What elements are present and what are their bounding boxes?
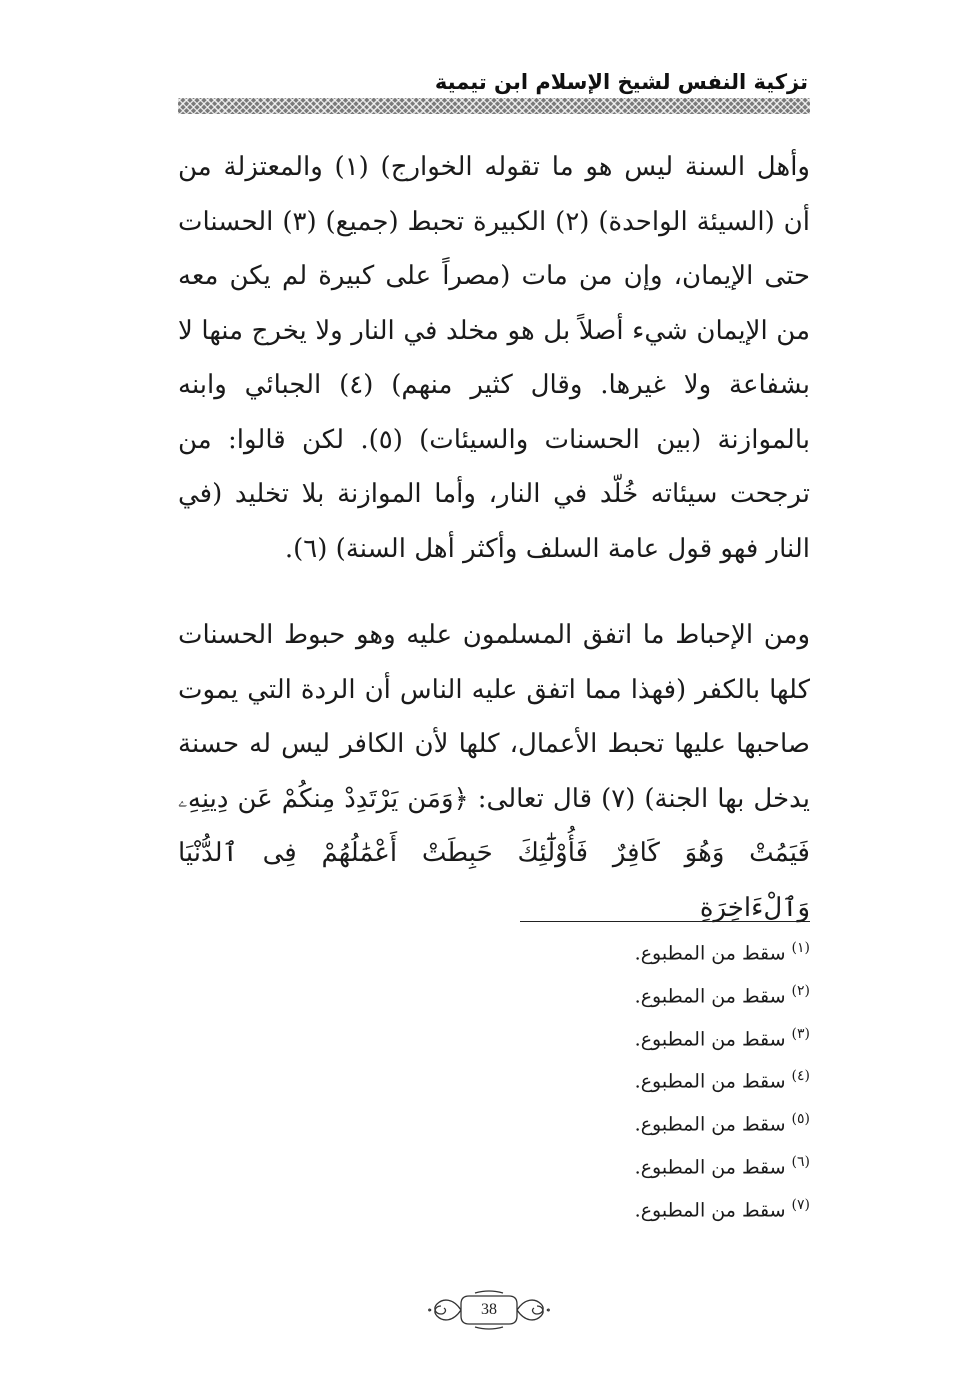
footnote-item	[410, 1144, 810, 1187]
footnote-number: (٦)	[791, 1154, 810, 1171]
running-title: تزكية النفس لشيخ الإسلام ابن تيمية	[434, 70, 808, 94]
footnote-text: سقط من المطبوع.	[634, 1156, 786, 1179]
decorative-header-band	[178, 98, 810, 114]
footnotes-list	[410, 930, 810, 1230]
footnote-number: (١)	[791, 940, 810, 956]
footnote-item	[410, 1016, 810, 1059]
footnote-number: (٤)	[791, 1068, 810, 1085]
footnote-item	[410, 973, 810, 1016]
footnote-number: (٥)	[791, 1111, 810, 1128]
footnote-text: سقط من المطبوع.	[634, 985, 786, 1008]
footnote-text: سقط من المطبوع.	[634, 942, 786, 965]
footnote-item	[410, 1101, 810, 1144]
body-paragraph-2: ومن الإحباط ما اتفق المسلمون عليه وهو حبوط الحسنات كلها بالكفر (فهذا مما اتفق عليه الناس أن الردة التي يموت صاحبها عليها تحبط الأعمال، كلها لأن الكافر ليس له حسنة يدخل بها الجنة) (٧) قال تعالى: ﴿وَمَن يَرْتَدِدْ مِنكُمْ عَن دِينِهِۦ فَيَمُتْ وَهُوَ كَافِرٌ فَأُوْلَٰٓئِكَ حَبِطَتْ أَعْمَٰلُهُمْ فِى ٱلدُّنْيَا وَٱلْءَاخِرَةِ	[178, 620, 810, 923]
footnote-number: (٣)	[791, 1025, 810, 1042]
footnote-item	[410, 1058, 810, 1101]
footnote-item	[410, 930, 810, 973]
footnote-number: (٧)	[791, 1196, 810, 1213]
footnote-number: (٢)	[791, 982, 810, 999]
footnote-text: سقط من المطبوع.	[634, 1113, 786, 1136]
footnote-separator	[520, 921, 810, 922]
footnote-item	[410, 1187, 810, 1230]
body-paragraph-1: وأهل السنة ليس هو ما تقوله الخوارج) (١) والمعتزلة من أن (السيئة الواحدة) (٢) الكبيرة تحبط (جميع) (٣) الحسنات حتى الإيمان، وإن من مات (مصراً على كبيرة لم يكن معه من الإيمان شيء أصلاً بل هو مخلد في النار ولا يخرج منها لا بشفاعة ولا غيرها. وقال كثير منهم) (٤) الجبائي وابنه بالموازنة (بين الحسنات والسيئات) (٥). لكن قالوا: من ترجحت سيئاته خُلّد في النار، وأما الموازنة بلا تخليد (في النار فهو قول عامة السلف وأكثر أهل السنة) (٦).	[178, 152, 810, 564]
page-number: 38	[481, 1301, 497, 1318]
footnote-text: سقط من المطبوع.	[634, 1070, 786, 1093]
footnote-text: سقط من المطبوع.	[634, 1027, 786, 1050]
footnote-text: سقط من المطبوع.	[634, 1199, 786, 1222]
